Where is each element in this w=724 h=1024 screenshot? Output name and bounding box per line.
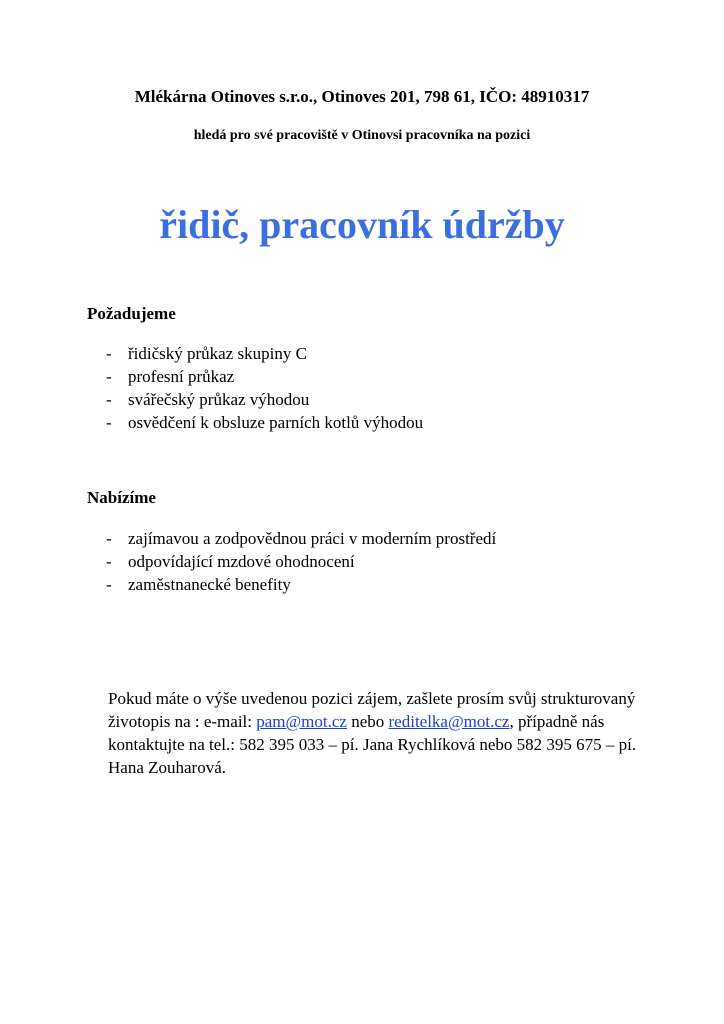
contact-intro: Pokud máte o výše uvedenou pozici zájem, zašlete prosím svůj strukturovaný životopis na : e-mail: — [108, 689, 636, 731]
list-item — [106, 388, 423, 411]
list-item-text: osvědčení k obsluze parních kotlů výhodou — [128, 413, 424, 432]
list-item — [106, 342, 423, 365]
requirements-heading: Požadujeme — [87, 304, 176, 323]
contact-paragraph — [108, 687, 638, 779]
dash-bullet: - — [106, 529, 112, 548]
list-item-text: odpovídající mzdové ohodnocení — [128, 552, 355, 571]
list-item — [106, 365, 423, 388]
posting-subtitle: hledá pro své pracoviště v Otinovsi pracovníka na pozici — [193, 128, 531, 143]
contact-outro: , případně nás kontaktujte na tel.: 582 395 033 – pí. Jana Rychlíková nebo 582 395 675 – pí. Hana Zouharová. — [108, 712, 637, 777]
requirements-list — [106, 342, 423, 434]
dash-bullet: - — [106, 344, 112, 363]
list-item — [106, 527, 496, 550]
list-item-text: řidičský průkaz skupiny C — [128, 344, 307, 363]
list-item — [106, 573, 496, 596]
email-link-pam[interactable]: pam@mot.cz — [256, 712, 347, 731]
list-item-text: zajímavou a zodpovědnou práci v moderním prostředí — [128, 529, 497, 548]
list-item-text: zaměstnanecké benefity — [128, 575, 291, 594]
list-item — [106, 550, 496, 573]
contact-mid: nebo — [346, 712, 389, 731]
dash-bullet: - — [106, 413, 112, 432]
company-line: Mlékárna Otinoves s.r.o., Otinoves 201, 798 61, IČO: 48910317 — [134, 87, 590, 106]
offer-heading: Nabízíme — [87, 488, 156, 507]
dash-bullet: - — [106, 575, 112, 594]
list-item — [106, 411, 423, 434]
dash-bullet: - — [106, 367, 112, 386]
offer-list — [106, 527, 496, 596]
list-item-text: profesní průkaz — [128, 367, 235, 386]
dash-bullet: - — [106, 552, 112, 571]
list-item-text: svářečský průkaz výhodou — [128, 390, 310, 409]
dash-bullet: - — [106, 390, 112, 409]
job-title: řidič, pracovník údržby — [159, 202, 565, 247]
email-link-reditelka[interactable]: reditelka@mot.cz — [388, 712, 510, 731]
